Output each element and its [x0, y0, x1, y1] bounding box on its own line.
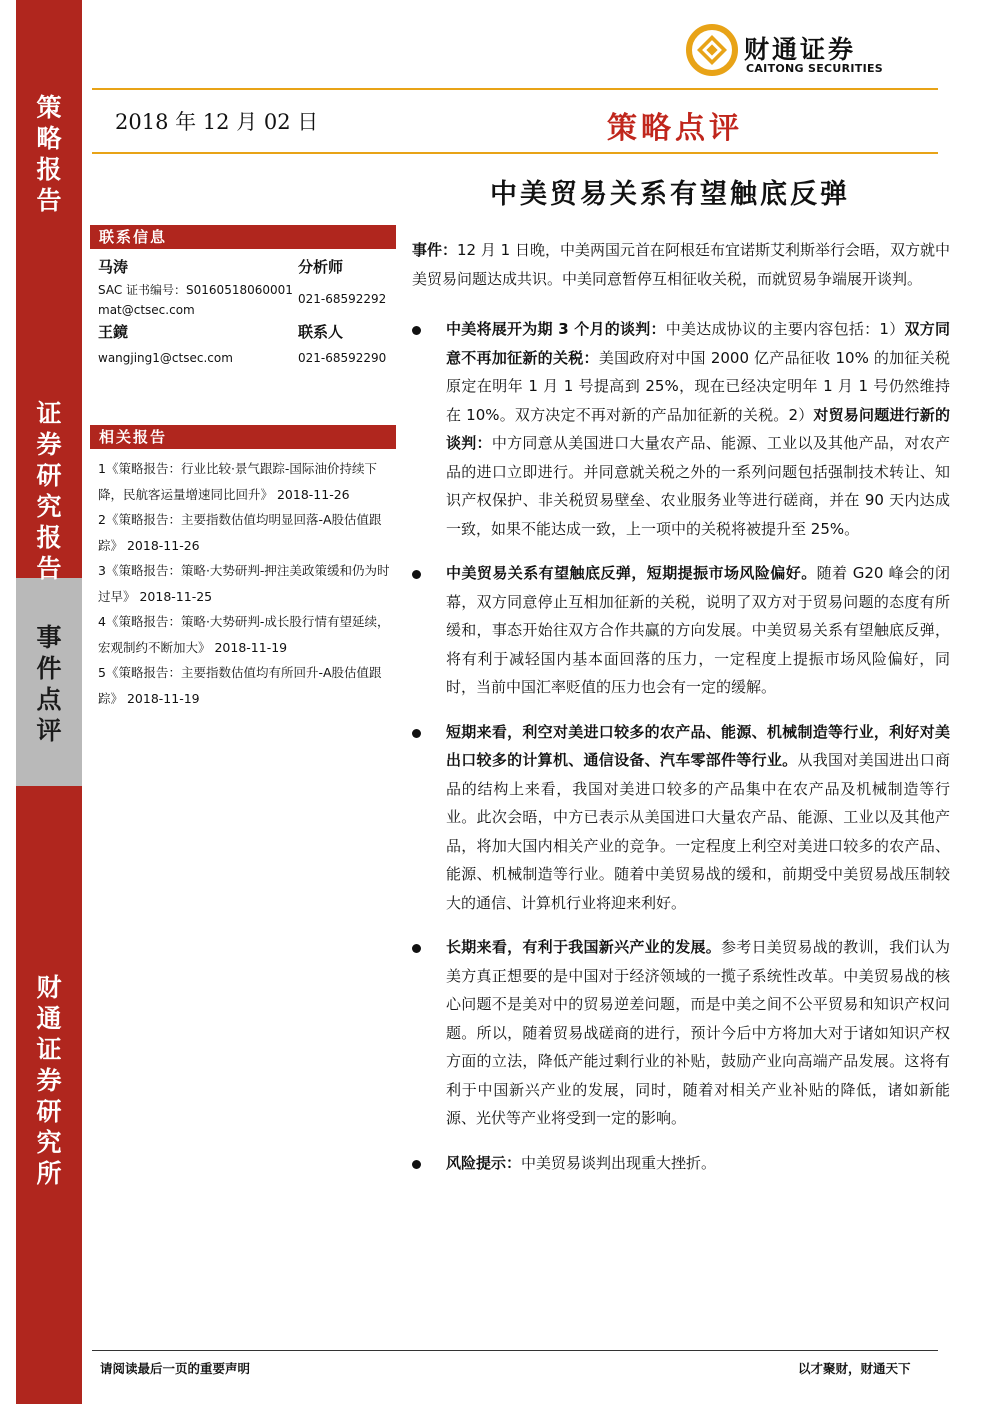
sidebar-char: 财: [36, 973, 62, 1002]
report-title: 中美贸易关系有望触底反弹: [490, 179, 850, 210]
sidebar-char: 证: [36, 399, 62, 428]
sidebar-char: 点: [36, 685, 62, 714]
bullet-text: 中美达成协议的主要内容包括：1）: [665, 320, 905, 338]
footer-rule: [92, 1350, 938, 1351]
sidebar-char: 略: [36, 124, 62, 153]
bullet-dot-icon: [412, 326, 421, 335]
bullet-short-term: [412, 718, 950, 918]
bullet-rebound: [412, 559, 950, 702]
bullet-bold-text: 对贸易问题进行新的谈判：: [446, 405, 950, 452]
sidebar-char: 券: [36, 430, 62, 459]
sidebar-char: 所: [36, 1159, 62, 1188]
event-paragraph: [412, 236, 950, 293]
analyst2-email: wangjing1@ctsec.com: [98, 351, 233, 365]
analysis-bullets: [412, 315, 950, 1177]
analyst1-name: 马涛: [98, 258, 129, 276]
sidebar-char: 究: [36, 492, 62, 521]
sidebar-label-strategy-report: [16, 92, 82, 216]
analyst1-role: 分析师: [298, 258, 344, 276]
bullet-bold-text: 中美贸易关系有望触底反弹，短期提振市场风险偏好。: [446, 564, 817, 582]
analyst1-certificate: SAC 证书编号：S0160518060001: [98, 283, 293, 297]
bullet-bold-text: 短期来看，利空对美进口较多的农产品、能源、机械制造等行业，利好对美出口较多的计算机、通信设备、汽车零部件等行业。: [446, 722, 950, 769]
sidebar-label-securities-research: [16, 398, 82, 584]
bullet-text: 随着 G20 峰会的闭幕，双方同意停止互相加征新的关税，说明了双方对于贸易问题的态度有所缓和，事态开始往双方合作共赢的方向发展。中美贸易关系有望触底反弹，将有利于减轻国内基本面回落的压力，一定程度上提振市场风险偏好，同时，当前中国汇率贬值的压力也会有一定的缓解。: [446, 564, 950, 696]
sidebar-char: 告: [36, 554, 62, 583]
sidebar-char: 报: [36, 155, 62, 184]
bullet-dot-icon: [412, 1160, 421, 1169]
bullet-bold-text: 双方同意不再加征新的关税：: [446, 320, 951, 367]
header-rule-bottom: [92, 152, 938, 154]
sidebar-label-institute: [16, 972, 82, 1189]
bullet-bold-text: 风险提示：: [446, 1153, 522, 1172]
document-type: 策略点评: [607, 111, 743, 146]
bullet-dot-icon: [412, 570, 421, 579]
logo-english-text: CAITONG SECURITIES: [746, 62, 884, 75]
logo-chinese-text: 财通证券: [744, 35, 857, 64]
analyst2-role: 联系人: [298, 323, 344, 341]
sidebar-char: 评: [36, 716, 62, 745]
bullet-text: 美国政府对中国 2000 亿产品征收 10% 的加征关税原定在明年 1 月 1 号提高到 25%，现在已经决定明年 1 月 1 号仍然维持在 10%。双方决定不再对新的产品加征新的关税。2）: [446, 348, 950, 424]
related-report-item[interactable]: 2《策略报告：主要指数估值均明显回落-A股估值跟踪》 2018-11-26: [98, 512, 382, 553]
bullet-negotiation: [412, 315, 950, 543]
footer-disclaimer-notice: 请阅读最后一页的重要声明: [100, 1361, 251, 1376]
bullet-text: 参考日美贸易战的教训，我们认为美方真正想要的是中国对于经济领域的一揽子系统性改革。中美贸易战的核心问题不是美对中的贸易逆差问题，而是中美之间不公平贸易和知识产权问题。所以，随着贸易战磋商的进行，预计今后中方将加大对于诸如知识产权方面的立法，降低产能过剩行业的补贴，鼓励产业向高端产品发展。这将有利于中国新兴产业的发展，同时，随着对相关产业补贴的降低，诸如新能源、光伏等产业将受到一定的影响。: [446, 938, 950, 1127]
bullet-long-term: [412, 933, 950, 1133]
sidebar-char: 证: [36, 1035, 62, 1064]
sidebar-char: 券: [36, 1066, 62, 1095]
sidebar-char: 通: [36, 1004, 62, 1033]
event-label: 事件：: [412, 241, 458, 259]
company-logo: [686, 22, 926, 78]
contact-heading: 联系信息: [90, 225, 396, 249]
related-report-item[interactable]: 5《策略报告：主要指数估值均有所回升-A股估值跟踪》 2018-11-19: [98, 665, 382, 706]
bullet-bold-text: 长期来看，有利于我国新兴产业的发展。: [446, 938, 722, 956]
report-date: 2018 年 12 月 02 日: [115, 110, 319, 134]
related-report-item[interactable]: 3《策略报告：策略·大势研判-押注美政策缓和仍为时过早》 2018-11-25: [98, 563, 390, 604]
bullet-bold-text: 中美将展开为期 3 个月的谈判：: [446, 320, 666, 338]
logo-emblem-icon: [686, 24, 738, 76]
sidebar-char: 究: [36, 1128, 62, 1157]
sidebar-char: 件: [36, 654, 62, 683]
bullet-text: 中方同意从美国进口大量农产品、能源、工业以及其他产品，对农产品的进口立即进行。并同意就关税之外的一系列问题包括强制技术转让、知识产权保护、非关税贸易壁垒、农业服务业等进行磋商，并在 90 天内达成一致，如果不能达成一致，上一项中的关税将被提升至 25%。: [446, 434, 950, 538]
event-text: 12 月 1 日晚，中美两国元首在阿根廷布宜诺斯艾利斯举行会晤，双方就中美贸易问题达成共识。中美同意暂停互相征收关税，而就贸易争端展开谈判。: [412, 241, 950, 288]
sidebar-char: 报: [36, 523, 62, 552]
main-content: [412, 236, 950, 1177]
bullet-dot-icon: [412, 944, 421, 953]
bullet-text: 从我国对美国进出口商品的结构上来看，我国对美进口较多的产品集中在农产品及机械制造等行业。此次会晤，中方已表示从美国进口大量农产品、能源、工业以及其他产品，将加大国内相关产业的竞争。一定程度上利空对美进口较多的农产品、能源、机械制造等行业。随着中美贸易战的缓和，前期受中美贸易战压制较大的通信、计算机行业将迎来利好。: [446, 751, 950, 912]
sidebar-char: 研: [36, 1097, 62, 1126]
sidebar-label-event-review: [16, 622, 82, 746]
analyst2-name: 王鏡: [98, 323, 129, 341]
analyst2-phone: 021-68592290: [298, 351, 387, 365]
sidebar-char: 告: [36, 186, 62, 215]
related-report-item[interactable]: 4《策略报告：策略·大势研判-成长股行情有望延续，宏观制约不断加大》 2018-11-19: [98, 614, 390, 655]
related-reports-list: [98, 456, 390, 711]
related-reports-heading: 相关报告: [90, 425, 396, 449]
sidebar-char: 研: [36, 461, 62, 490]
related-report-item[interactable]: 1《策略报告：行业比较·景气跟踪-国际油价持续下降，民航客运量增速同比回升》 2018-11-26: [98, 461, 377, 502]
bullet-risk: [412, 1149, 950, 1178]
left-sidebar: [16, 0, 82, 1404]
footer-slogan: 以才聚财，财通天下: [798, 1361, 911, 1376]
analyst1-phone: 021-68592292: [298, 292, 387, 306]
analyst1-email: mat@ctsec.com: [98, 303, 195, 317]
bullet-dot-icon: [412, 729, 421, 738]
header-rule-top: [92, 88, 938, 90]
bullet-text: 中美贸易谈判出现重大挫折。: [521, 1153, 717, 1172]
sidebar-char: 事: [36, 623, 62, 652]
sidebar-char: 策: [36, 93, 62, 122]
